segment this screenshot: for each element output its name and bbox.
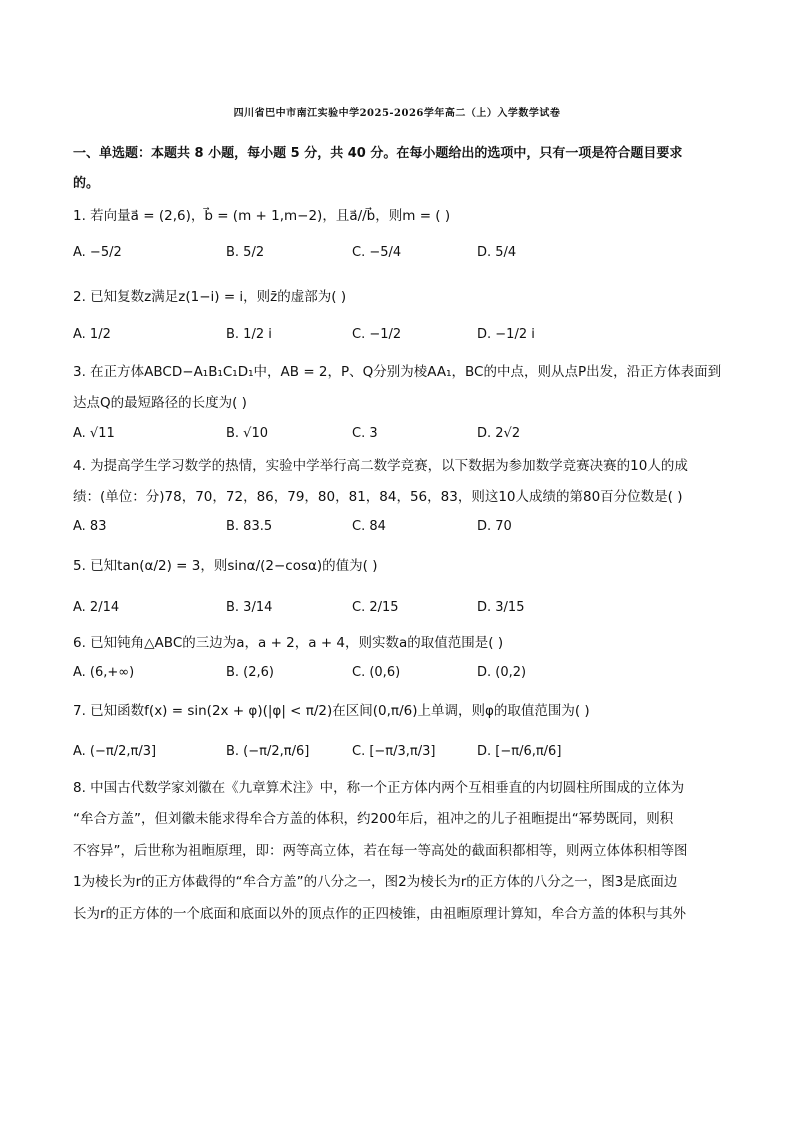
question-4-stem-line-1: 4. 为提高学生学习数学的热情，实验中学举行高二数学竞赛，以下数据为参加数学竞赛决赛的10人的成 [73, 458, 688, 474]
question-8-stem-line-4: 1为棱长为r的正方体截得的“牟合方盖”的八分之一，图2为棱长为r的正方体的八分之一，图3是底面边 [73, 874, 678, 890]
question-8-stem-line-3: 不容异”，后世称为祖暅原理，即：两等高立体，若在每一等高处的截面积都相等，则两立体体积相等图 [73, 843, 688, 859]
question-1-option-b: B. 5/2 [226, 245, 265, 260]
question-5-option-d: D. 3/15 [477, 600, 525, 615]
question-1-option-d: D. 5/4 [477, 245, 517, 260]
question-5-option-c: C. 2/15 [352, 600, 399, 615]
question-3-stem-line-1: 3. 在正方体ABCD−A₁B₁C₁D₁中，AB = 2，P、Q分别为棱AA₁，BC的中点，则从点P出发，沿正方体表面到 [73, 364, 722, 380]
question-5-option-a: A. 2/14 [73, 600, 120, 615]
question-5-stem: 5. 已知tan(α/2) = 3，则sinα/(2−cosα)的值为( ) [73, 558, 378, 574]
question-2-option-d: D. −1/2 i [477, 327, 535, 342]
question-8-stem-line-5: 长为r的正方体的一个底面和底面以外的顶点作的正四棱锥，由祖暅原理计算知，牟合方盖的体积与其外 [73, 906, 687, 922]
question-6-option-c: C. (0,6) [352, 665, 401, 680]
question-8-stem-line-2: “牟合方盖”，但刘徽未能求得牟合方盖的体积，约200年后，祖冲之的儿子祖暅提出“幂势既同，则积 [73, 811, 674, 827]
question-6-option-b: B. (2,6) [226, 665, 275, 680]
question-3-option-c: C. 3 [352, 426, 378, 441]
exam-title: 四川省巴中市南江实验中学2025-2026学年高二（上）入学数学试卷 [233, 108, 561, 119]
question-6-option-d: D. (0,2) [477, 665, 527, 680]
question-7-option-c: C. [−π/3,π/3] [352, 744, 436, 759]
question-2-option-a: A. 1/2 [73, 327, 111, 342]
question-4-options [73, 516, 733, 538]
question-7-option-b: B. (−π/2,π/6] [226, 744, 310, 759]
question-8-stem-line-1: 8. 中国古代数学家刘徽在《九章算术注》中，称一个正方体内两个互相垂直的内切圆柱所围成的立体为 [73, 780, 685, 796]
question-5-option-b: B. 3/14 [226, 600, 273, 615]
question-4-option-c: C. 84 [352, 519, 386, 534]
question-1-option-c: C. −5/4 [352, 245, 402, 260]
question-4-stem-line-2: 绩：(单位：分)78，70，72，86，79，80，81，84，56，83，则这10人成绩的第80百分位数是( ) [73, 489, 683, 505]
question-3-options [73, 423, 733, 445]
question-4-option-a: A. 83 [73, 519, 107, 534]
question-4-option-d: D. 70 [477, 519, 512, 534]
section-heading-line-2: 的。 [73, 176, 100, 191]
question-5-options [73, 597, 733, 619]
question-7-option-a: A. (−π/2,π/3] [73, 744, 157, 759]
question-6-options [73, 662, 733, 684]
question-1-options [73, 242, 733, 264]
section-heading-line-1: 一、单选题：本题共 8 小题，每小题 5 分，共 40 分。在每小题给出的选项中，只有一项是符合题目要求 [73, 146, 683, 161]
question-1-option-a: A. −5/2 [73, 245, 122, 260]
question-3-option-a: A. √11 [73, 426, 115, 441]
question-6-option-a: A. (6,+∞) [73, 665, 135, 680]
question-2-options [73, 324, 733, 346]
question-2-option-b: B. 1/2 i [226, 327, 272, 342]
question-2-stem: 2. 已知复数z满足z(1−i) = i，则z̄的虚部为( ) [73, 289, 347, 305]
question-3-stem-line-2: 达点Q的最短路径的长度为( ) [73, 395, 247, 411]
question-3-option-b: B. √10 [226, 426, 269, 441]
question-7-option-d: D. [−π/6,π/6] [477, 744, 562, 759]
question-7-options [73, 741, 733, 763]
question-3-option-d: D. 2√2 [477, 426, 521, 441]
question-4-option-b: B. 83.5 [226, 519, 273, 534]
question-1-stem: 1. 若向量a⃗ = (2,6)，b⃗ = (m + 1,m−2)，且a⃗//b⃗，则m = ( ) [73, 208, 451, 224]
question-7-stem: 7. 已知函数f(x) = sin(2x + φ)(|φ| < π/2)在区间(0,π/6)上单调，则φ的取值范围为( ) [73, 703, 590, 719]
question-2-option-c: C. −1/2 [352, 327, 402, 342]
question-6-stem: 6. 已知钝角△ABC的三边为a，a + 2，a + 4，则实数a的取值范围是( ) [73, 635, 504, 651]
